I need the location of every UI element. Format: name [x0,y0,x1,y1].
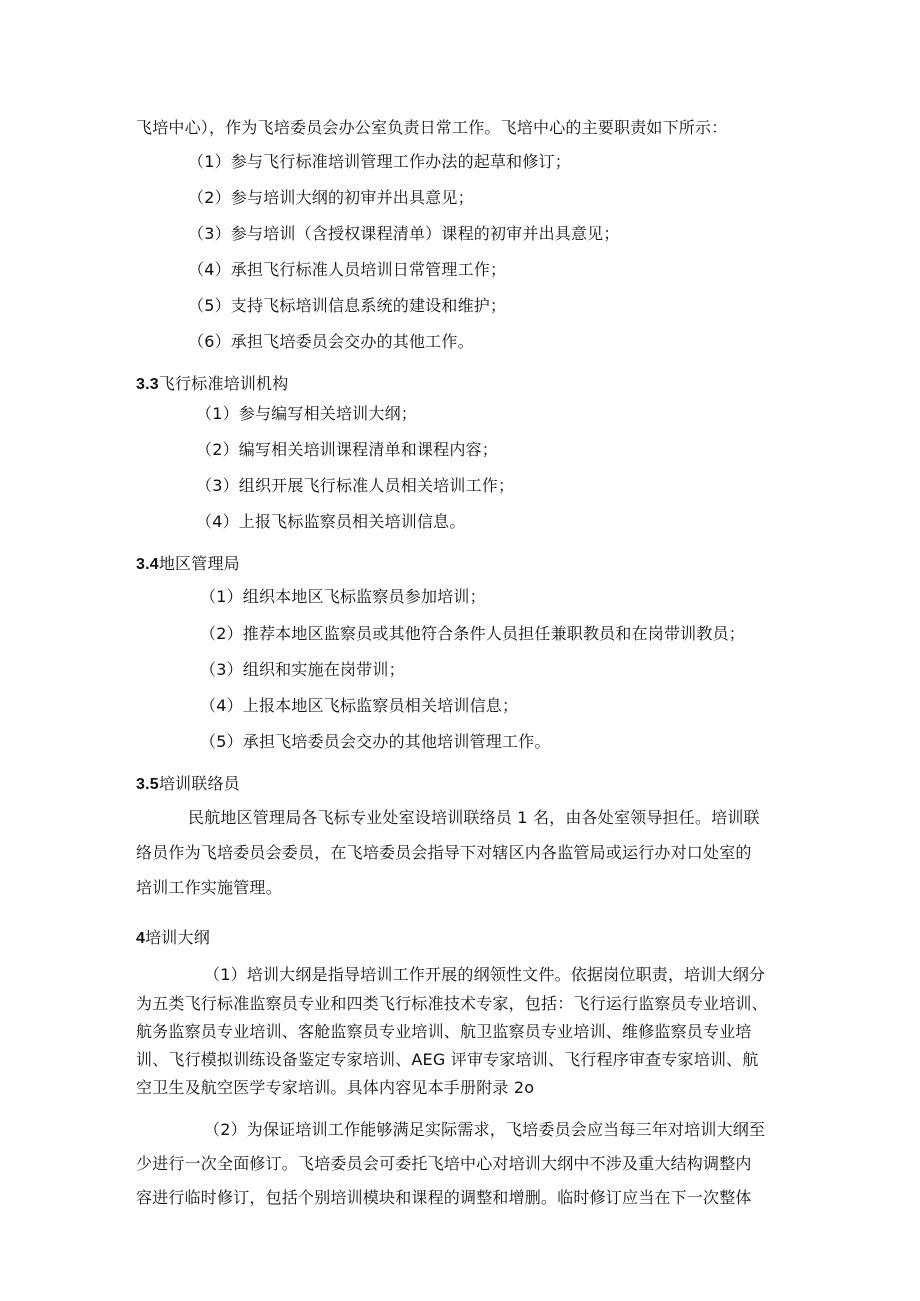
section-3-3-heading [136,374,288,395]
section-3-5-heading [136,774,240,795]
section-3-5-title: 培训联络员 [158,774,240,793]
section-4-para1-line-4: 训、飞行模拟训练设备鉴定专家培训、AEG 评审专家培训、飞行程序审查专家培训、航 [136,1050,759,1069]
center-duty-5: （5）支持飞标培训信息系统的建设和维护； [188,296,507,315]
center-duty-1: （1）参与飞行标准培训管理工作办法的起草和修订； [188,152,571,171]
center-duty-2: （2）参与培训大纲的初审并出具意见； [188,188,474,207]
section-3-3-title: 飞行标准培训机构 [158,374,289,393]
section-3-4-item-3: （3）组织和实施在岗带训； [200,660,405,679]
center-duty-4: （4）承担飞行标准人员培训日常管理工作； [188,260,507,279]
section-3-4-item-1: （1）组织本地区飞标监察员参加培训； [200,587,486,606]
section-4-title: 培训大纲 [145,928,210,947]
section-3-3-item-4: （4）上报飞标监察员相关培训信息。 [196,512,466,531]
intro-line: 飞培中心），作为飞培委员会办公室负责日常工作。飞培中心的主要职责如下所示： [136,118,728,137]
section-4-para1-line-1: （1）培训大纲是指导培训工作开展的纲领性文件。依据岗位职责，培训大纲分 [204,965,766,984]
section-3-3-item-2: （2）编写相关培训课程清单和课程内容； [196,440,498,459]
center-duty-3: （3）参与培训（含授权课程清单）课程的初审并出具意见； [188,224,620,243]
section-3-5-number: 3.5 [136,776,159,793]
section-4-number: 4 [136,930,146,947]
section-3-4-title: 地区管理局 [158,554,240,573]
section-3-4-heading [136,554,240,575]
section-3-5-line-1: 民航地区管理局各飞标专业处室设培训联络员 1 名，由各处室领导担任。培训联 [188,808,760,827]
section-3-4-item-4: （4）上报本地区飞标监察员相关培训信息； [200,696,519,715]
section-4-para1-line-2: 为五类飞行标准监察员专业和四类飞行标准技术专家，包括：飞行运行监察员专业培训、 [136,994,768,1013]
section-3-4-item-5: （5）承担飞培委员会交办的其他培训管理工作。 [200,732,551,751]
section-4-para2-line-3: 容进行临时修订，包括个别培训模块和课程的调整和增删。临时修订应当在下一次整体 [136,1188,752,1207]
section-3-5-line-3: 培训工作实施管理。 [136,878,282,897]
section-3-4-number: 3.4 [136,556,159,573]
section-3-3-number: 3.3 [136,376,159,393]
section-3-3-item-3: （3）组织开展飞行标准人员相关培训工作； [196,476,515,495]
section-4-heading [136,928,210,949]
center-duty-6: （6）承担飞培委员会交办的其他工作。 [188,332,474,351]
section-4-para2-line-1: （2）为保证培训工作能够满足实际需求，飞培委员会应当每三年对培训大纲至 [204,1120,766,1139]
section-3-5-line-2: 络员作为飞培委员会委员，在飞培委员会指导下对辖区内各监管局或运行办对口处室的 [136,843,752,862]
section-4-para1-line-3: 航务监察员专业培训、客舱监察员专业培训、航卫监察员专业培训、维修监察员专业培 [136,1022,752,1041]
section-3-4-item-2: （2）推荐本地区监察员或其他符合条件人员担任兼职教员和在岗带训教员； [200,624,745,643]
section-4-para1-line-5: 空卫生及航空医学专家培训。具体内容见本手册附录 2o [136,1078,535,1097]
section-3-3-item-1: （1）参与编写相关培训大纲； [196,404,417,423]
section-4-para2-line-2: 少进行一次全面修订。飞培委员会可委托飞培中心对培训大纲中不涉及重大结构调整内 [136,1154,752,1173]
